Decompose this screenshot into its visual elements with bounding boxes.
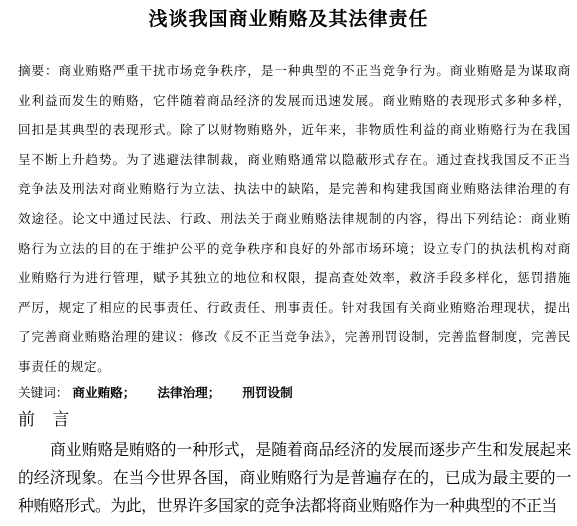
abstract-paragraph (18, 56, 571, 382)
keywords-label: 关键词： (18, 385, 69, 400)
keywords-line (18, 384, 571, 402)
document-title: 浅谈我国商业贿赂及其法律责任 (148, 8, 429, 30)
section-heading: 前 言 (18, 410, 76, 430)
body-paragraph: 商业贿赂是贿赂的一种形式，是随着商品经济的发展而逐步产生和发展起来的经济现象。在当今世界各国，商业贿赂行为是普遍存在的，已成为最主要的一种贿赂形式。为此，世界许多国家的竞争法都将商业贿赂作为一种典型的不正当 (18, 440, 571, 515)
abstract-label: 摘要： (18, 63, 59, 78)
keyword: 刑罚设制 (242, 385, 293, 400)
abstract-text: 商业贿赂严重干扰市场竞争秩序，是一种典型的不正当竞争行为。商业贿赂是为谋取商业利益而发生的贿赂，它伴随着商品经济的发展而迅速发展。商业贿赂的表现形式多种多样，回扣是其典型的表现形式。除了以财物贿赂外，近年来，非物质性利益的商业贿赂行为在我国呈不断上升趋势。为了逃避法律制裁，商业贿赂通常以隐蔽形式存在。通过查找我国反不正当竞争法及刑法对商业贿赂行为立法、执法中的缺陷，是完善和构建我国商业贿赂法律治理的有效途径。论文中通过民法、行政、刑法关于商业贿赂法律规制的内容，得出下列结论：商业贿赂行为立法的目的在于维护公平的竞争秩序和良好的外部市场环境；设立专门的执法机构对商业贿赂行为进行管理，赋予其独立的地位和权限，提高查处效率，救济手段多样化，惩罚措施严厉，规定了相应的民事责任、行政责任、刑事责任。针对我国有关商业贿赂治理现状，提出了完善商业贿赂治理的建议：修改《反不正当竞争法》，完善刑罚设制，完善监督制度，完善民事责任的规定。 (18, 63, 571, 374)
keyword: 法律治理； (157, 385, 221, 400)
keyword: 商业贿赂； (72, 385, 136, 400)
